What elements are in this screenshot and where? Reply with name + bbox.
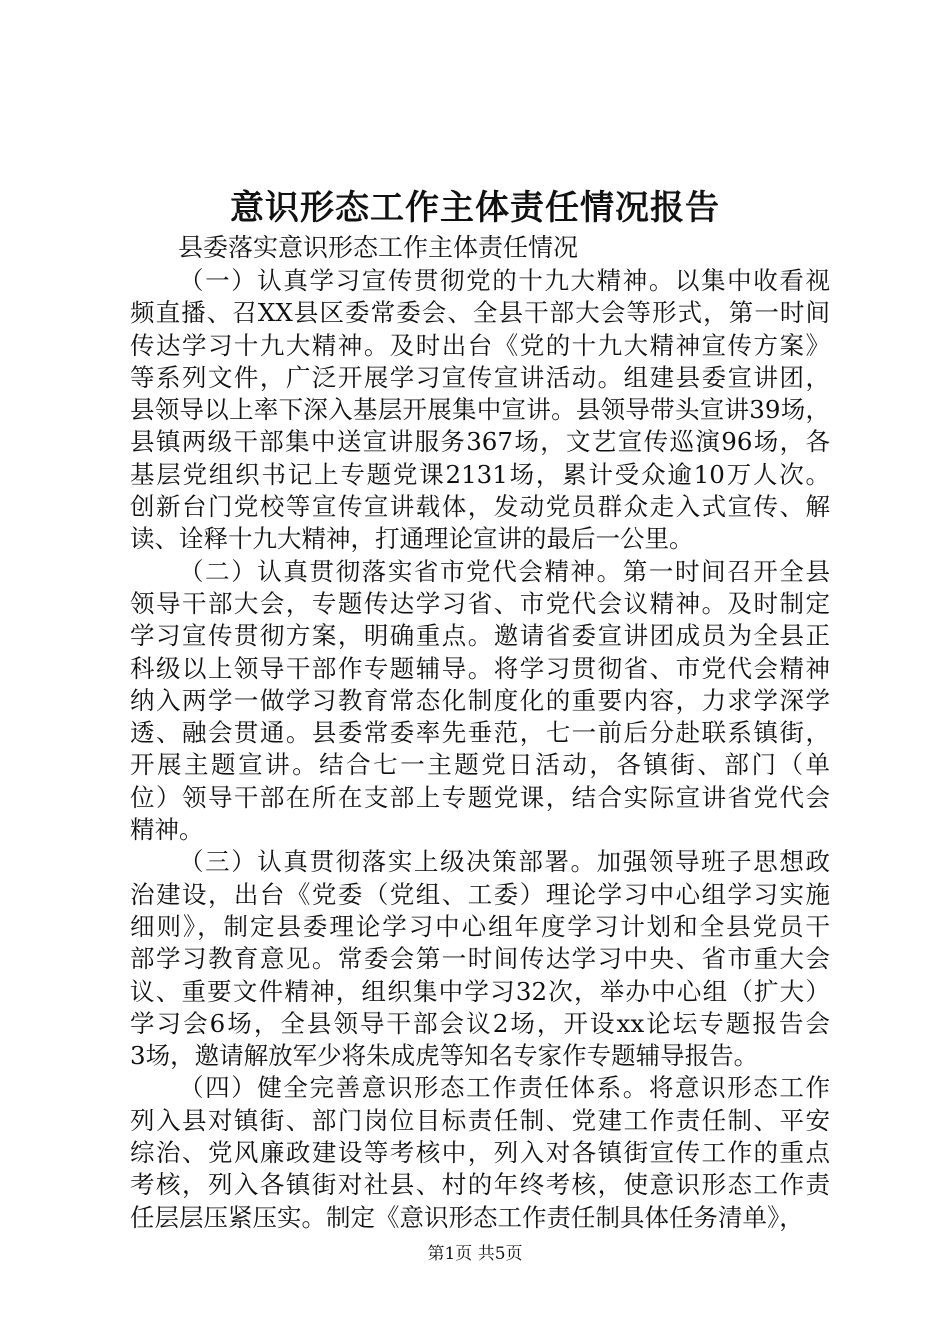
paragraph-line: 议、重要文件精神，组织集中学习32次，举办中心组（扩大） (130, 976, 830, 1006)
paragraph-line: （四）健全完善意识形态工作责任体系。将意识形态工作 (179, 1073, 830, 1103)
paragraph-line: 等系列文件，广泛开展学习宣传宣讲活动。组建县委宣讲团， (130, 362, 830, 392)
paragraph-line: 基层党组织书记上专题党课2131场，累计受众逾10万人次。 (130, 459, 830, 489)
paragraph-line: 科级以上领导干部作专题辅导。将学习贯彻省、市党代会精神 (130, 653, 830, 683)
paragraph-line: 县镇两级干部集中送宣讲服务367场，文艺宣传巡演96场，各 (130, 427, 830, 457)
paragraph-line: 县领导以上率下深入基层开展集中宣讲。县领导带头宣讲39场， (130, 395, 830, 425)
paragraph-line: 3场，邀请解放军少将朱成虎等知名专家作专题辅导报告。 (130, 1041, 759, 1071)
paragraph-line: 纳入两学一做学习教育常态化制度化的重要内容，力求学深学 (130, 685, 830, 715)
paragraph-line: （二）认真贯彻落实省市党代会精神。第一时间召开全县 (179, 556, 830, 586)
paragraph-line: 读、诠释十九大精神，打通理论宣讲的最后一公里。 (130, 524, 694, 554)
paragraph-line: 部学习教育意见。常委会第一时间传达学习中央、省市重大会 (130, 944, 830, 974)
paragraph-line: 透、融会贯通。县委常委率先垂范，七一前后分赴联系镇街， (130, 718, 830, 748)
paragraph-line: 传达学习十九大精神。及时出台《党的十九大精神宣传方案》 (130, 330, 830, 360)
document-subtitle: 县委落实意识形态工作主体责任情况 (178, 233, 579, 262)
paragraph-line: 领导干部大会，专题传达学习省、市党代会议精神。及时制定 (130, 588, 830, 618)
paragraph-line: 开展主题宣讲。结合七一主题党日活动，各镇街、部门（单 (130, 750, 830, 780)
paragraph-line: 位）领导干部在所在支部上专题党课，结合实际宣讲省党代会 (130, 782, 830, 812)
document-title: 意识形态工作主体责任情况报告 (230, 188, 720, 228)
paragraph (130, 1072, 830, 1233)
paragraph-line: 频直播、召XX县区委常委会、全县干部大会等形式，第一时间 (130, 298, 830, 328)
paragraph (130, 556, 830, 847)
paragraph (130, 265, 830, 556)
paragraph-line: 精神。 (130, 815, 204, 845)
paragraph-line: （三）认真贯彻落实上级决策部署。加强领导班子思想政 (179, 847, 830, 877)
paragraph-line: 学习会6场，全县领导干部会议2场，开设xx论坛专题报告会 (130, 1008, 830, 1038)
paragraph (130, 846, 830, 1072)
paragraph-line: 任层层压紧压实。制定《意识形态工作责任制具体任务清单》， (130, 1202, 804, 1232)
paragraph-line: 治建设，出台《党委（党组、工委）理论学习中心组学习实施 (130, 879, 830, 909)
paragraph-line: 列入县对镇街、部门岗位目标责任制、党建工作责任制、平安 (130, 1105, 830, 1135)
paragraph-line: 考核，列入各镇街对社县、村的年终考核，使意识形态工作责 (130, 1170, 830, 1200)
document-body (130, 265, 830, 1234)
paragraph-line: （一）认真学习宣传贯彻党的十九大精神。以集中收看视 (179, 266, 830, 295)
page-footer: 第1页 共5页 (427, 1244, 523, 1264)
paragraph-line: 创新台门党校等宣传宣讲载体，发动党员群众走入式宣传、解 (130, 492, 830, 522)
paragraph-line: 综治、党风廉政建设等考核中，列入对各镇街宣传工作的重点 (130, 1138, 830, 1168)
paragraph-line: 学习宣传贯彻方案，明确重点。邀请省委宣讲团成员为全县正 (130, 621, 830, 651)
paragraph-line: 细则》，制定县委理论学习中心组年度学习计划和全县党员干 (130, 911, 830, 941)
